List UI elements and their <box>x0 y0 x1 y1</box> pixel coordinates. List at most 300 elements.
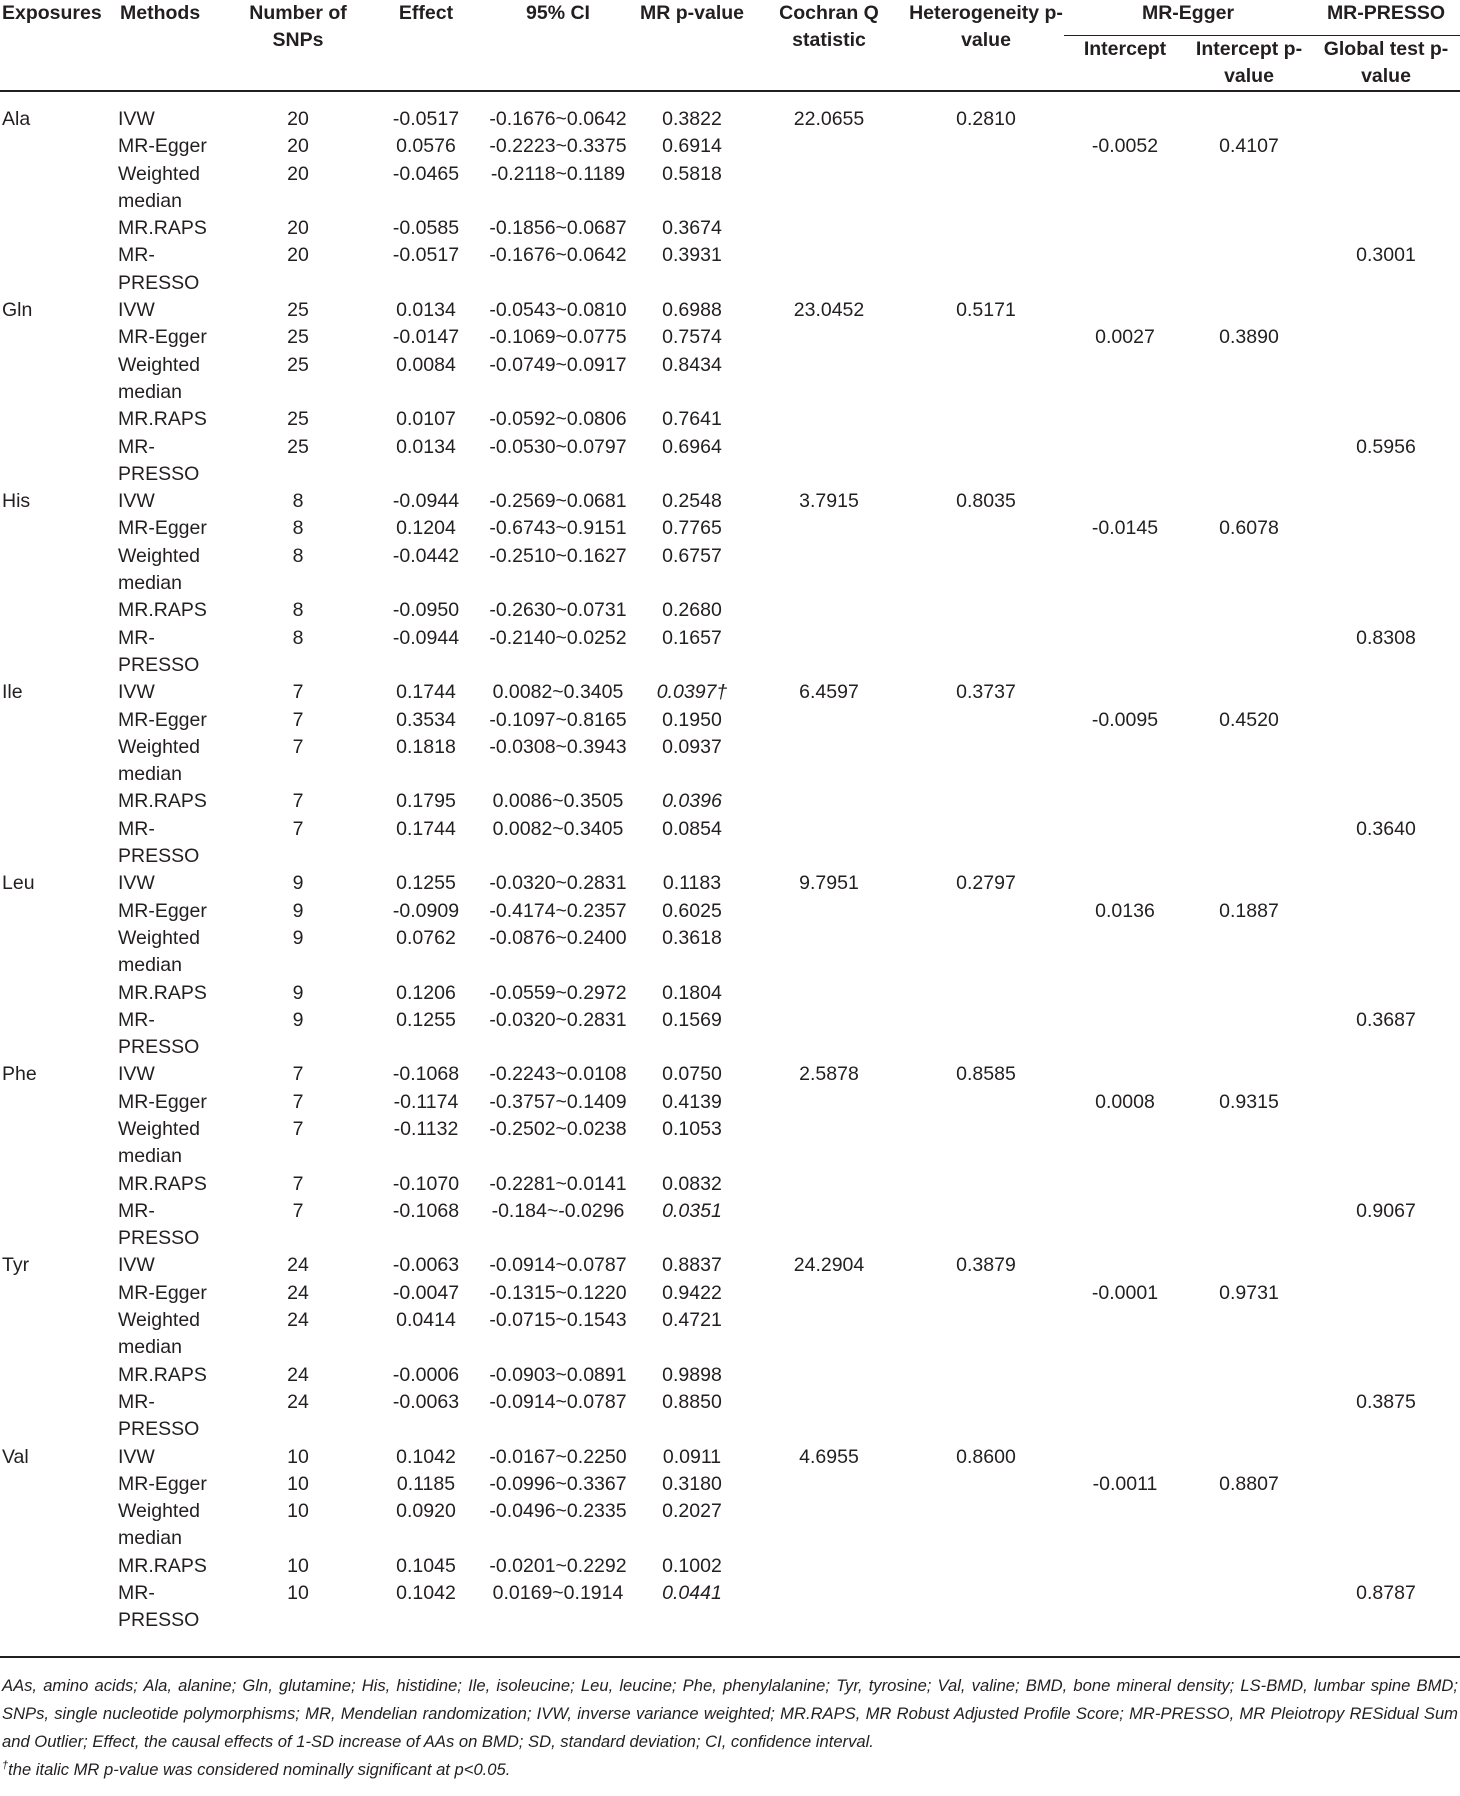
cell-intercept-p <box>1186 1171 1312 1198</box>
cell-intercept-p: 0.1887 <box>1219 899 1279 922</box>
cell-intercept: 0.0008 <box>1095 1090 1155 1113</box>
table-row <box>0 1171 1460 1198</box>
cell-cochran <box>750 1471 908 1498</box>
cell-ci: -0.2510~0.1627 <box>489 544 627 567</box>
cell-ci: -0.1856~0.0687 <box>489 217 627 240</box>
cell-intercept: -0.0145 <box>1091 517 1159 540</box>
cell-global-p <box>1312 161 1460 216</box>
cell-effect: -0.1174 <box>393 1090 459 1113</box>
cell-cochran <box>750 925 908 980</box>
cell-intercept <box>1064 1007 1186 1062</box>
cell-snps: 24 <box>287 1309 309 1332</box>
header-effect: Effect <box>370 0 482 91</box>
cell-intercept <box>1064 1498 1186 1553</box>
cell-mr-p: 0.1569 <box>662 1008 722 1031</box>
cell-intercept-p <box>1186 870 1312 897</box>
table-header <box>0 0 1460 91</box>
cell-heterogeneity <box>908 1471 1064 1498</box>
cell-method: MR-Egger <box>118 899 207 922</box>
cell-heterogeneity <box>908 707 1064 734</box>
cell-ci: 0.0169~0.1914 <box>492 1582 624 1605</box>
cell-cochran <box>750 980 908 1007</box>
cell-intercept-p: 0.4520 <box>1219 708 1279 731</box>
cell-global-p <box>1312 324 1460 351</box>
cell-cochran <box>750 1307 908 1362</box>
cell-method: MR- PRESSO <box>118 817 200 868</box>
cell-cochran: 24.2904 <box>793 1254 865 1277</box>
cell-effect: -0.0063 <box>392 1390 460 1413</box>
cell-exposure-empty <box>0 543 118 598</box>
cell-heterogeneity <box>908 1280 1064 1307</box>
cell-snps: 25 <box>287 435 309 458</box>
cell-mr-p: 0.6025 <box>662 899 722 922</box>
cell-ci: -0.0749~0.0917 <box>489 353 627 376</box>
table-row <box>0 1471 1460 1498</box>
cell-cochran <box>750 1362 908 1389</box>
header-cochran: Cochran Q statistic <box>750 0 908 91</box>
cell-intercept <box>1064 1171 1186 1198</box>
cell-effect: 0.0920 <box>396 1500 456 1523</box>
header-ci: 95% CI <box>482 0 634 91</box>
cell-ci: -0.2118~0.1189 <box>490 162 626 185</box>
cell-ci: -0.2281~0.0141 <box>489 1172 627 1195</box>
cell-intercept-p <box>1186 925 1312 980</box>
cell-method: IVW <box>118 108 155 130</box>
cell-effect: 0.0414 <box>396 1309 456 1332</box>
cell-method: MR-Egger <box>118 517 207 540</box>
cell-intercept-p <box>1186 406 1312 433</box>
cell-intercept <box>1064 1252 1186 1279</box>
cell-effect: -0.0517 <box>392 244 460 267</box>
cell-ci: -0.0530~0.0797 <box>489 435 627 458</box>
cell-cochran: 23.0452 <box>793 299 865 322</box>
cell-mr-p: 0.8837 <box>662 1254 722 1277</box>
cell-mr-p: 0.4139 <box>662 1090 722 1113</box>
cell-effect: -0.0147 <box>392 326 460 349</box>
cell-heterogeneity: 0.5171 <box>956 299 1016 322</box>
cell-method: Weighted median <box>118 1500 201 1550</box>
cell-heterogeneity: 0.3737 <box>956 681 1016 704</box>
cell-mr-p: 0.0397† <box>656 681 728 704</box>
table-row <box>0 215 1460 242</box>
cell-global-p <box>1312 1307 1460 1362</box>
cell-heterogeneity <box>908 816 1064 871</box>
cell-snps: 20 <box>287 244 309 267</box>
cell-ci: -0.2502~0.0238 <box>489 1117 627 1140</box>
cell-intercept-p <box>1186 597 1312 624</box>
cell-effect: -0.0909 <box>392 899 460 922</box>
cell-intercept: 0.0136 <box>1095 899 1155 922</box>
cell-method: IVW <box>118 872 155 895</box>
cell-intercept-p <box>1186 1444 1312 1471</box>
cell-method: IVW <box>118 490 155 513</box>
cell-exposure-empty <box>0 324 118 351</box>
cell-snps: 7 <box>292 1063 304 1086</box>
cell-mr-p: 0.3931 <box>662 244 722 267</box>
cell-heterogeneity <box>908 980 1064 1007</box>
cell-effect: -0.1068 <box>392 1063 460 1086</box>
cell-mr-p: 0.2027 <box>662 1500 722 1523</box>
cell-snps: 7 <box>292 1199 304 1222</box>
cell-global-p <box>1312 898 1460 925</box>
table-row <box>0 707 1460 734</box>
table-row <box>0 91 1460 133</box>
cell-cochran <box>750 734 908 789</box>
cell-intercept <box>1064 434 1186 489</box>
cell-snps: 9 <box>292 872 304 895</box>
cell-heterogeneity <box>908 352 1064 407</box>
cell-mr-p: 0.1657 <box>662 626 722 649</box>
cell-intercept <box>1064 406 1186 433</box>
cell-mr-p: 0.8434 <box>662 353 722 376</box>
cell-intercept-p <box>1186 352 1312 407</box>
cell-exposure-empty <box>0 1198 118 1253</box>
cell-method: MR-Egger <box>118 708 207 731</box>
cell-effect: -0.0006 <box>392 1363 460 1386</box>
cell-effect: 0.1255 <box>396 872 456 895</box>
cell-intercept <box>1064 1198 1186 1253</box>
table-row <box>0 133 1460 160</box>
cell-heterogeneity <box>908 898 1064 925</box>
cell-global-p <box>1312 1089 1460 1116</box>
header-intercept-p: Intercept p-value <box>1186 36 1312 92</box>
cell-method: IVW <box>118 1063 155 1086</box>
cell-intercept-p <box>1186 788 1312 815</box>
cell-mr-p: 0.9422 <box>662 1281 722 1304</box>
cell-exposure-empty <box>0 1116 118 1171</box>
cell-intercept <box>1064 1553 1186 1580</box>
cell-ci: -0.184~-0.0296 <box>491 1199 625 1222</box>
cell-effect: 0.1206 <box>396 981 456 1004</box>
cell-method: IVW <box>118 681 155 704</box>
cell-exposure: Val <box>2 1445 29 1468</box>
cell-method: Weighted median <box>118 353 201 403</box>
cell-ci: -0.0914~0.0787 <box>489 1254 627 1277</box>
cell-intercept-p <box>1186 1553 1312 1580</box>
header-mr-p: MR p-value <box>634 0 750 91</box>
table-row <box>0 1362 1460 1389</box>
cell-cochran: 2.5878 <box>799 1063 859 1086</box>
cell-global-p <box>1312 788 1460 815</box>
table-row <box>0 406 1460 433</box>
cell-intercept-p <box>1186 679 1312 706</box>
cell-snps: 20 <box>287 162 309 185</box>
cell-exposure-empty <box>0 1553 118 1580</box>
cell-effect: 0.1744 <box>396 817 456 840</box>
cell-effect: -0.1132 <box>393 1117 459 1140</box>
cell-ci: -0.0715~0.1543 <box>489 1309 627 1332</box>
cell-snps: 9 <box>292 899 304 922</box>
cell-effect: 0.0576 <box>396 135 456 158</box>
cell-heterogeneity <box>908 1553 1064 1580</box>
cell-method: Weighted median <box>118 1309 201 1359</box>
cell-mr-p: 0.2548 <box>662 490 722 513</box>
cell-intercept <box>1064 816 1186 871</box>
cell-snps: 10 <box>287 1582 309 1605</box>
cell-exposure-empty <box>0 1362 118 1389</box>
cell-cochran <box>750 133 908 160</box>
table-row <box>0 242 1460 297</box>
cell-global-p: 0.8308 <box>1356 626 1416 649</box>
cell-exposure-empty <box>0 434 118 489</box>
cell-mr-p: 0.0937 <box>662 735 722 758</box>
cell-method: MR.RAPS <box>118 790 207 813</box>
cell-exposure-empty <box>0 1007 118 1062</box>
cell-heterogeneity <box>908 406 1064 433</box>
cell-global-p <box>1312 707 1460 734</box>
cell-heterogeneity: 0.2797 <box>956 872 1016 895</box>
cell-intercept <box>1064 625 1186 680</box>
cell-mr-p: 0.8850 <box>662 1390 722 1413</box>
cell-intercept-p <box>1186 1116 1312 1171</box>
table-row <box>0 788 1460 815</box>
cell-intercept <box>1064 980 1186 1007</box>
cell-intercept-p: 0.9315 <box>1219 1090 1279 1113</box>
table-footnote <box>0 1656 1460 1784</box>
cell-intercept-p <box>1186 297 1312 324</box>
cell-ci: -0.0167~0.2250 <box>489 1445 627 1468</box>
table-row <box>0 297 1460 324</box>
cell-method: MR- PRESSO <box>118 1008 200 1059</box>
cell-ci: -0.0559~0.2972 <box>489 981 627 1004</box>
cell-intercept <box>1064 1389 1186 1444</box>
cell-intercept-p <box>1186 980 1312 1007</box>
cell-intercept-p <box>1186 816 1312 871</box>
cell-cochran: 3.7915 <box>799 490 859 513</box>
cell-method: Weighted median <box>118 1117 201 1168</box>
cell-heterogeneity <box>908 1307 1064 1362</box>
cell-mr-p: 0.6757 <box>662 544 722 567</box>
cell-global-p <box>1312 352 1460 407</box>
cell-intercept-p <box>1186 91 1312 133</box>
cell-ci: -0.2569~0.0681 <box>489 490 627 513</box>
cell-ci: -0.1315~0.1220 <box>489 1281 627 1304</box>
table-row <box>0 161 1460 216</box>
cell-global-p: 0.9067 <box>1356 1199 1416 1222</box>
cell-intercept <box>1064 870 1186 897</box>
header-intercept: Intercept <box>1064 36 1186 92</box>
cell-intercept-p <box>1186 434 1312 489</box>
cell-ci: -0.0876~0.2400 <box>489 926 627 949</box>
cell-mr-p: 0.3822 <box>662 108 722 130</box>
cell-intercept-p: 0.3890 <box>1219 326 1279 349</box>
cell-snps: 24 <box>287 1390 309 1413</box>
cell-global-p: 0.5956 <box>1356 435 1416 458</box>
cell-cochran <box>750 816 908 871</box>
cell-effect: -0.1068 <box>392 1199 460 1222</box>
cell-method: Weighted median <box>118 926 201 977</box>
cell-method: MR- PRESSO <box>118 435 200 485</box>
cell-global-p <box>1312 1553 1460 1580</box>
cell-cochran <box>750 1007 908 1062</box>
cell-effect: 0.0107 <box>396 408 456 431</box>
cell-cochran <box>750 1280 908 1307</box>
cell-intercept-p <box>1186 488 1312 515</box>
cell-global-p: 0.3687 <box>1356 1008 1416 1031</box>
cell-effect: -0.0517 <box>392 108 460 130</box>
header-snps: Number of SNPs <box>226 0 370 91</box>
cell-effect: -0.0950 <box>392 599 460 622</box>
cell-heterogeneity <box>908 925 1064 980</box>
cell-ci: -0.0201~0.2292 <box>489 1554 627 1577</box>
cell-global-p <box>1312 1116 1460 1171</box>
cell-mr-p: 0.7765 <box>662 517 722 540</box>
cell-mr-p: 0.3674 <box>662 217 722 240</box>
cell-intercept: -0.0095 <box>1091 708 1159 731</box>
cell-ci: 0.0082~0.3405 <box>492 681 624 704</box>
cell-mr-p: 0.0351 <box>662 1199 722 1222</box>
cell-effect: 0.1042 <box>396 1582 456 1605</box>
cell-exposure: Gln <box>2 299 33 322</box>
cell-heterogeneity <box>908 1389 1064 1444</box>
cell-intercept-p <box>1186 543 1312 598</box>
cell-mr-p: 0.7574 <box>662 326 722 349</box>
cell-mr-p: 0.0441 <box>662 1582 722 1605</box>
cell-heterogeneity <box>908 788 1064 815</box>
cell-intercept: 0.0027 <box>1095 326 1155 349</box>
cell-intercept: -0.0001 <box>1091 1281 1159 1304</box>
cell-cochran: 6.4597 <box>799 681 859 704</box>
cell-global-p: 0.3875 <box>1356 1390 1416 1413</box>
table-row <box>0 1444 1460 1471</box>
cell-cochran <box>750 1089 908 1116</box>
cell-snps: 25 <box>287 408 309 431</box>
table-row <box>0 1280 1460 1307</box>
cell-exposure-empty <box>0 1280 118 1307</box>
header-global-p: Global test p-value <box>1312 36 1460 92</box>
cell-snps: 7 <box>292 708 304 731</box>
cell-exposure-empty <box>0 898 118 925</box>
cell-ci: -0.0308~0.3943 <box>489 735 627 758</box>
cell-method: Weighted median <box>118 162 201 212</box>
table-row <box>0 898 1460 925</box>
cell-global-p <box>1312 215 1460 242</box>
cell-ci: -0.0320~0.2831 <box>489 872 627 895</box>
cell-intercept-p <box>1186 215 1312 242</box>
cell-effect: -0.0047 <box>392 1281 460 1304</box>
cell-global-p <box>1312 597 1460 624</box>
cell-method: MR-Egger <box>118 1472 207 1495</box>
cell-ci: -0.3757~0.1409 <box>489 1090 627 1113</box>
cell-heterogeneity <box>908 1198 1064 1253</box>
cell-heterogeneity <box>908 1171 1064 1198</box>
cell-mr-p: 0.0750 <box>662 1063 722 1086</box>
cell-exposure: Ala <box>2 108 31 130</box>
cell-mr-p: 0.1053 <box>662 1117 722 1140</box>
cell-intercept <box>1064 543 1186 598</box>
cell-global-p <box>1312 1280 1460 1307</box>
cell-heterogeneity <box>908 242 1064 297</box>
cell-snps: 8 <box>292 626 304 649</box>
cell-exposure-empty <box>0 597 118 624</box>
cell-global-p <box>1312 1252 1460 1279</box>
cell-method: MR.RAPS <box>118 408 207 431</box>
cell-cochran <box>750 1198 908 1253</box>
cell-exposure: Phe <box>2 1063 37 1086</box>
cell-exposure-empty <box>0 1171 118 1198</box>
header-group-mr-presso: MR-PRESSO <box>1312 0 1460 36</box>
cell-cochran <box>750 1498 908 1553</box>
table-row <box>0 734 1460 789</box>
cell-effect: 0.0134 <box>396 299 456 322</box>
cell-heterogeneity <box>908 133 1064 160</box>
cell-mr-p: 0.6988 <box>662 299 722 322</box>
cell-intercept-p: 0.4107 <box>1219 135 1279 158</box>
cell-ci: -0.0996~0.3367 <box>489 1472 627 1495</box>
cell-snps: 20 <box>287 135 309 158</box>
cell-ci: -0.6743~0.9151 <box>489 517 627 540</box>
cell-intercept <box>1064 1580 1186 1635</box>
cell-intercept-p <box>1186 1007 1312 1062</box>
cell-global-p <box>1312 1498 1460 1553</box>
cell-heterogeneity <box>908 515 1064 542</box>
cell-intercept-p <box>1186 625 1312 680</box>
cell-method: MR.RAPS <box>118 217 207 240</box>
footnote-dagger-text: the italic MR p-value was considered nominally significant at p<0.05. <box>8 1760 511 1779</box>
cell-exposure-empty <box>0 133 118 160</box>
cell-cochran <box>750 1171 908 1198</box>
cell-intercept-p <box>1186 1498 1312 1553</box>
cell-cochran <box>750 543 908 598</box>
table-row <box>0 816 1460 871</box>
cell-effect: 0.1204 <box>396 517 456 540</box>
cell-heterogeneity <box>908 324 1064 351</box>
cell-exposure-empty <box>0 734 118 789</box>
table-row <box>0 1580 1460 1635</box>
cell-intercept-p <box>1186 1252 1312 1279</box>
table-row <box>0 324 1460 351</box>
table-row <box>0 1089 1460 1116</box>
cell-method: IVW <box>118 299 155 322</box>
cell-snps: 24 <box>287 1281 309 1304</box>
cell-heterogeneity: 0.3879 <box>956 1254 1016 1277</box>
cell-exposure-empty <box>0 1580 118 1635</box>
cell-heterogeneity <box>908 434 1064 489</box>
cell-ci: -0.4174~0.2357 <box>489 899 627 922</box>
cell-cochran <box>750 1389 908 1444</box>
cell-global-p <box>1312 980 1460 1007</box>
cell-intercept-p <box>1186 734 1312 789</box>
cell-effect: -0.0465 <box>392 162 460 185</box>
cell-exposure-empty <box>0 980 118 1007</box>
footnote-dagger <box>0 1756 1460 1784</box>
cell-method: MR-Egger <box>118 326 207 349</box>
cell-effect: -0.0944 <box>392 490 460 513</box>
cell-effect: -0.1070 <box>392 1172 460 1195</box>
cell-effect: 0.1045 <box>396 1554 456 1577</box>
table-row <box>0 1116 1460 1171</box>
cell-global-p <box>1312 297 1460 324</box>
cell-snps: 8 <box>292 599 304 622</box>
cell-method: IVW <box>118 1254 155 1277</box>
cell-method: MR.RAPS <box>118 599 207 622</box>
cell-heterogeneity <box>908 1007 1064 1062</box>
cell-mr-p: 0.0911 <box>662 1445 722 1468</box>
cell-global-p <box>1312 1061 1460 1088</box>
cell-intercept <box>1064 1061 1186 1088</box>
cell-snps: 8 <box>292 517 304 540</box>
cell-heterogeneity <box>908 1089 1064 1116</box>
cell-snps: 9 <box>292 926 304 949</box>
cell-effect: -0.0944 <box>392 626 460 649</box>
header-methods: Methods <box>118 0 226 91</box>
table-row <box>0 597 1460 624</box>
cell-mr-p: 0.5818 <box>662 162 722 185</box>
cell-mr-p: 0.4721 <box>662 1309 722 1332</box>
cell-intercept <box>1064 1362 1186 1389</box>
table-row <box>0 1252 1460 1279</box>
cell-exposure: Ile <box>2 681 23 704</box>
